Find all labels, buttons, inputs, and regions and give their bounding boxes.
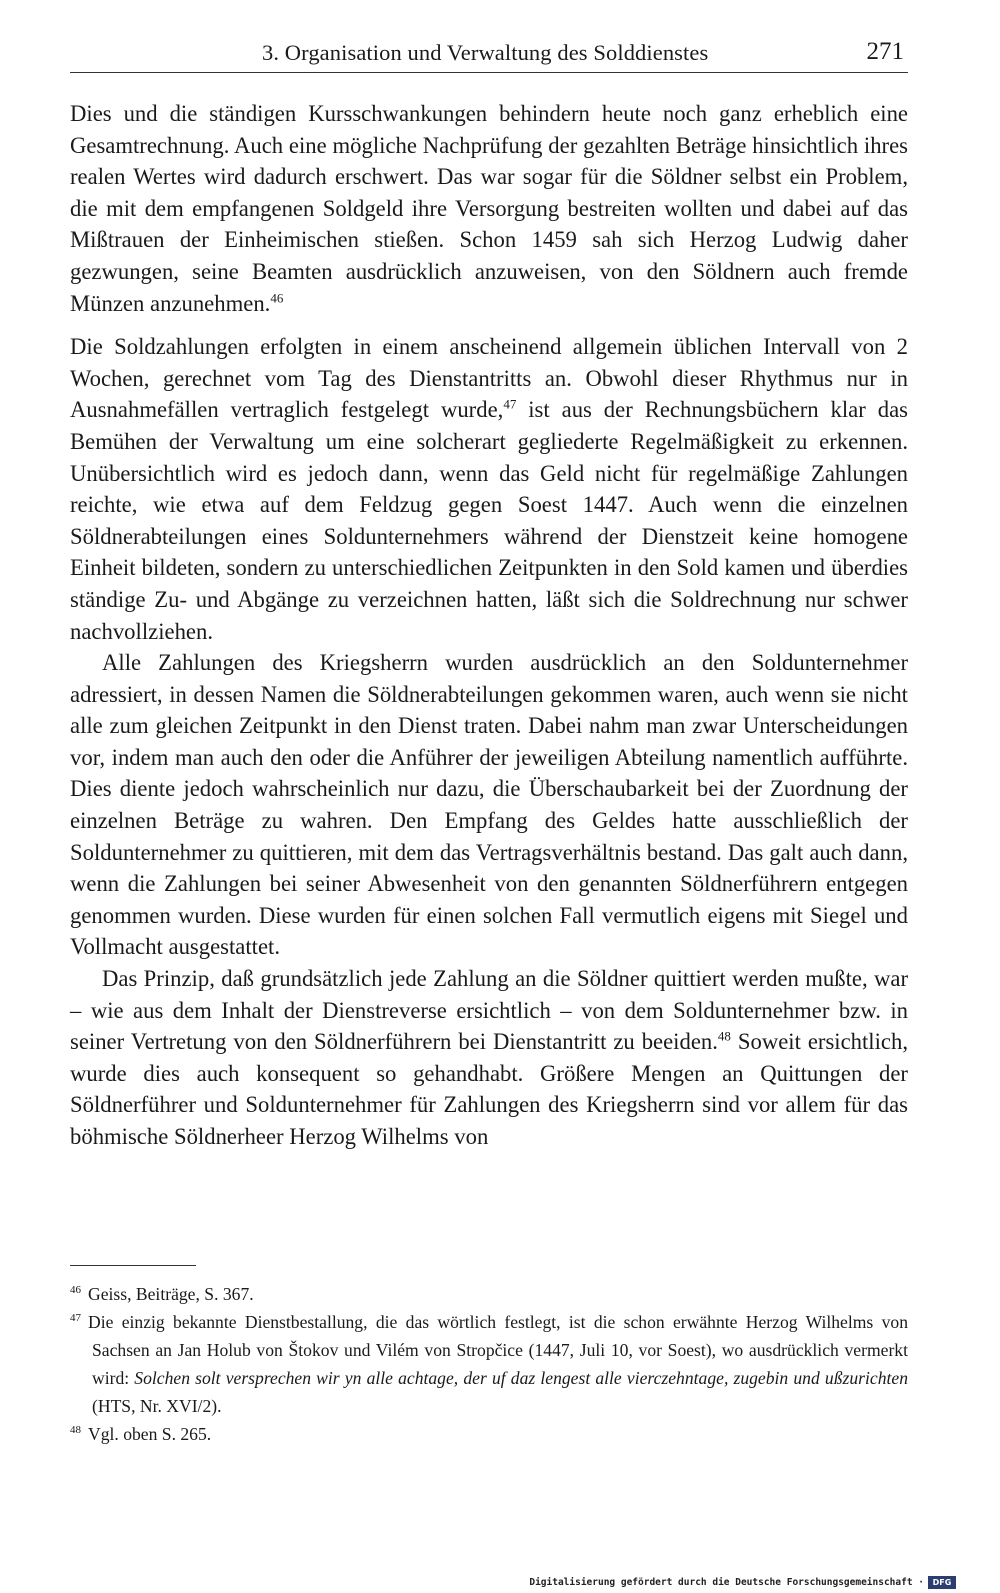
paragraph-1-text: Dies und die ständigen Kursschwankungen behindern heute noch ganz erheblich eine Gesamtrechnung. Auch eine mögliche Nachprüfung der gezahlten Beträge hinsichtlich ihres realen Wertes wird dadurch erschwert. Das war sogar für die Söldner selbst ein Problem, die mit dem empfangenen Soldgeld ihre Versorgung bestreiten wollten und dabei auf das Mißtrauen der Einheimischen stießen. Schon 1459 sah sich Herzog Ludwig daher gezwungen, seine Beamten ausdrücklich anzuweisen, von den Söldnern auch fremde Münzen anzunehmen.: [70, 101, 908, 316]
footnote-text: Geiss, Beiträge, S. 367.: [88, 1284, 254, 1304]
paragraph-2-text-b: ist aus der Rechnungsbüchern klar das Bemühen der Verwaltung um eine solcherart gegliederte Regelmäßigkeit zu erkennen. Unübersichtlich wird es jedoch dann, wenn das Geld nicht für regelmäßige Zahlungen reichte, wie etwa auf dem Feldzug gegen Soest 1447. Auch wenn die einzelnen Söldnerabteilungen eines Soldunternehmers während der Dienstzeit keine homogene Einheit bildeten, sondern zu unterschiedlichen Zeitpunkten in den Sold kamen und überdies ständige Zu- und Abgänge zu verzeichnen hatten, läßt sich die Soldrechnung nur schwer nachvollziehen.: [70, 397, 908, 644]
footnotes: [70, 1280, 908, 1448]
page-number: 271: [866, 38, 904, 65]
paragraph-4-text-b: Soweit ersichtlich, wurde dies auch konsequent so gehandhabt. Größere Mengen an Quittungen der Söldnerführer und Soldunternehmer für Zahlungen des Kriegsherrn sind vor allem für das böhmische Söldnerheer Herzog Wilhelms von: [70, 1029, 908, 1149]
footnote-divider: [70, 1265, 196, 1266]
footnote-text-b: (HTS, Nr. XVI/2).: [92, 1396, 222, 1416]
body-text: [70, 98, 908, 1153]
paragraph-3: [70, 647, 908, 963]
footnote-48: $^{48}$ Vgl. oben S. 265.: [70, 1424, 212, 1444]
chapter-title: 3. Organisation und Verwaltung des Solddienstes: [262, 40, 709, 65]
footnote-quote: Solchen solt versprechen wir yn alle achtage, der uf daz lengest alle vierczehntage, zugebin und ußzurichten: [134, 1368, 908, 1388]
footnote-47: $^{47}$ Die einzig bekannte Dienstbestallung, die das wörtlich festlegt, ist die schon erwähnte Herzog Wilhelms von Sachsen an Jan Holub von Štokov und Vilém von Stropčice (1447, Juli 10, vor Soest), wo ausdrücklich vermerkt wird: Solchen solt versprechen wir yn alle achtage, der uf daz lengest alle vierczehntage, zugebin und ußzurichten (HTS, Nr. XVI/2).: [70, 1312, 908, 1416]
footnote-ref-47[interactable]: 47: [503, 396, 517, 412]
dfg-logo-icon: DFG: [928, 1576, 956, 1589]
footnote-ref-46[interactable]: 46: [270, 290, 284, 305]
credit-text: Digitalisierung gefördert durch die Deutsche Forschungsgemeinschaft ·: [529, 1577, 924, 1588]
paragraph-4: [70, 963, 908, 1153]
paragraph-3-text: Alle Zahlungen des Kriegsherrn wurden ausdrücklich an den Soldunternehmer adressiert, in dessen Namen die Söldnerabteilungen gekommen waren, auch wenn sie nicht alle zum gleichen Zeitpunkt in den Dienst traten. Dabei nahm man zwar Unterscheidungen vor, indem man auch den oder die Anführer der jeweiligen Abteilung namentlich aufführte. Dies diente jedoch wahrscheinlich nur dazu, die Überschaubarkeit bei der Zuordnung der einzelnen Beträge zu wahren. Den Empfang des Geldes hatte ausschließlich der Soldunternehmer zu quittieren, mit dem das Vertragsverhältnis bestand. Das galt auch dann, wenn die Zahlungen bei seiner Abwesenheit von den genannten Söldnerführern entgegen genommen wurden. Diese wurden für einen solchen Fall vermutlich eigens mit Siegel und Vollmacht ausgestattet.: [70, 650, 908, 960]
paragraph-2: [70, 331, 908, 647]
paragraph-4-text-a: Das Prinzip, daß grundsätzlich jede Zahlung an die Söldner quittiert werden mußte, war – wie aus dem Inhalt der Dienstreverse ersichtlich – von dem Soldunternehmer bzw. in seiner Vertretung von den Söldnerführern bei Dienstantritt zu beeiden.: [70, 966, 908, 1055]
footnote-ref-48[interactable]: 48: [717, 1028, 731, 1044]
footnote-text: Vgl. oben S. 265.: [88, 1424, 212, 1444]
footnote-46: $^{46}$ Geiss, Beiträge, S. 367.: [70, 1284, 254, 1304]
paragraph-1: [70, 98, 908, 319]
paragraph-2-text-a: Die Soldzahlungen erfolgten in einem anscheinend allgemein üblichen Intervall von 2 Wochen, gerechnet vom Tag des Dienstantritts an. Obwohl dieser Rhythmus nur in Ausnahmefällen vertraglich festgelegt wurde,: [70, 334, 908, 423]
digitization-credit: [529, 1576, 956, 1589]
footnote-text-a: Die einzig bekannte Dienstbestallung, die das wörtlich festlegt, ist die schon erwähnte Herzog Wilhelms von Sachsen an Jan Holub von Štokov und Vilém von Stropčice (1447, Juli 10, vor Soest), wo ausdrücklich vermerkt wird:: [88, 1312, 908, 1388]
running-head: [70, 38, 908, 73]
